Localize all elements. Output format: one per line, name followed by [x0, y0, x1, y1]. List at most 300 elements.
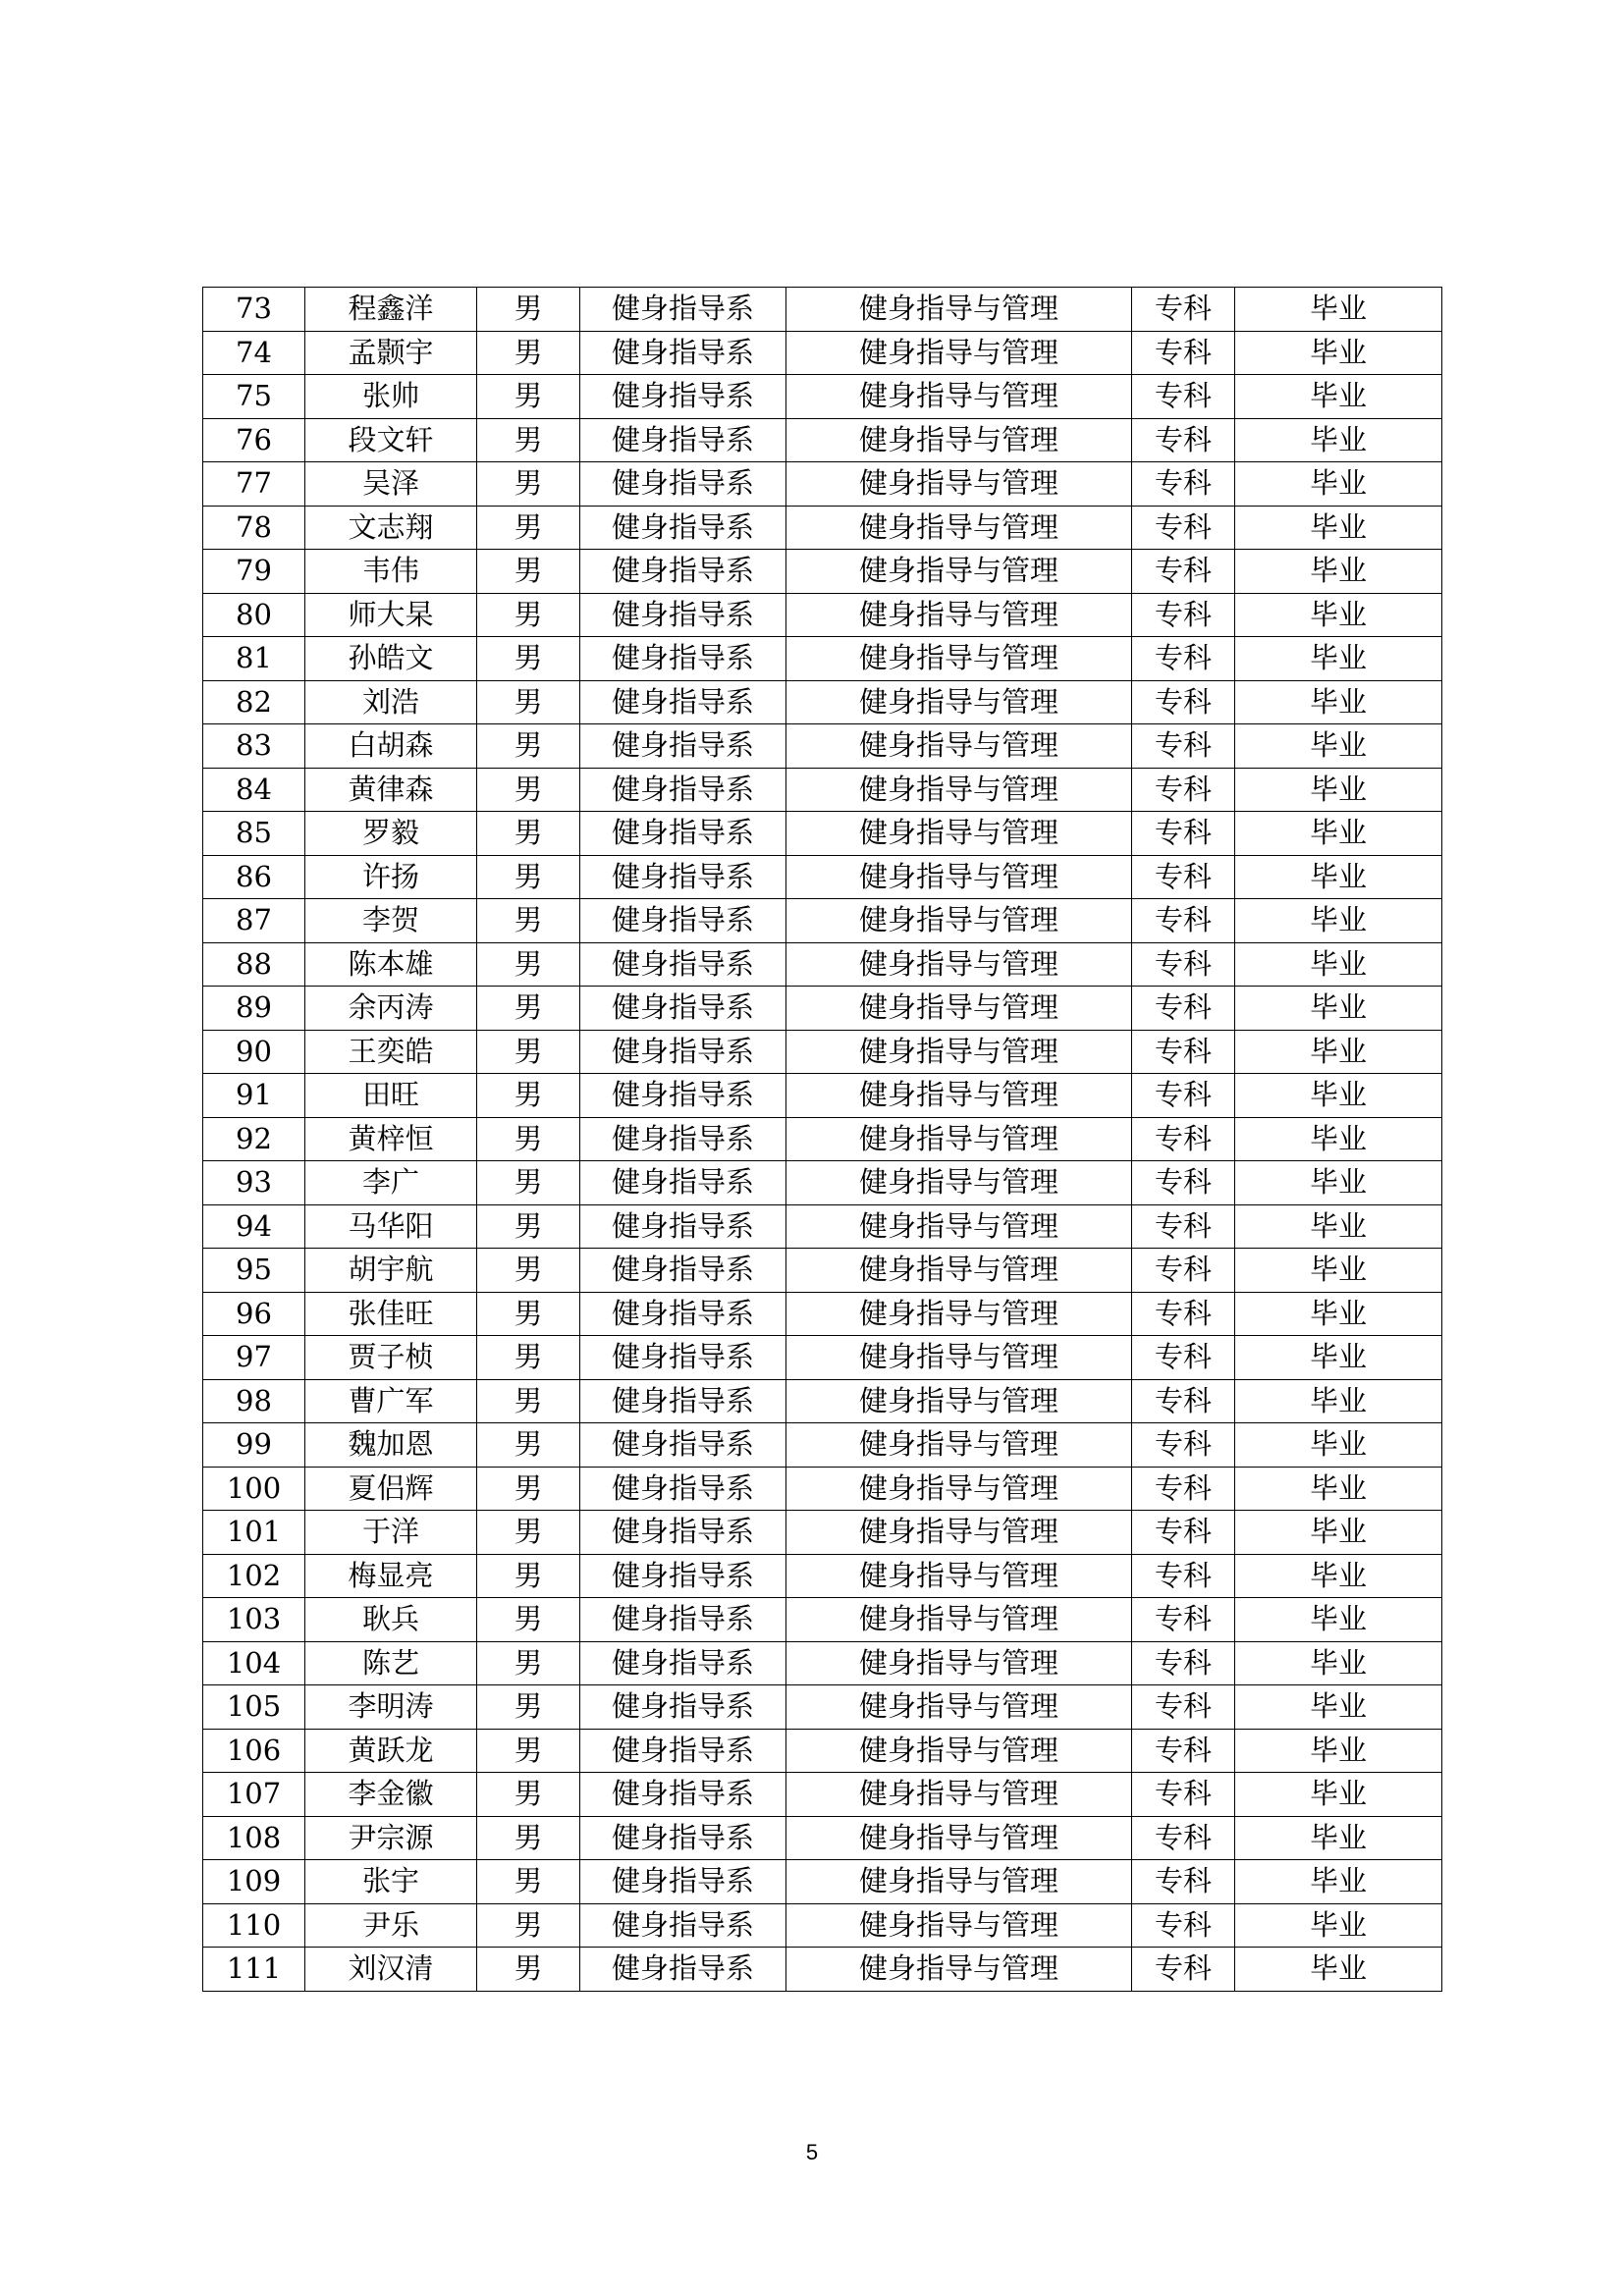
status-cell: 毕业: [1235, 1641, 1442, 1685]
index-cell: 100: [203, 1467, 305, 1511]
table-row: [203, 1948, 1442, 1992]
index-cell: 79: [203, 550, 305, 594]
table-row: [203, 375, 1442, 419]
table-row: [203, 1292, 1442, 1336]
index-cell: 102: [203, 1554, 305, 1598]
level-cell: 专科: [1132, 1860, 1235, 1904]
table-row: [203, 1685, 1442, 1730]
status-cell: 毕业: [1235, 550, 1442, 594]
name-cell: 刘浩: [305, 680, 477, 724]
major-cell: 健身指导与管理: [786, 1336, 1132, 1380]
name-cell: 贾子桢: [305, 1336, 477, 1380]
name-cell: 吴泽: [305, 462, 477, 507]
department-cell: 健身指导系: [580, 899, 786, 943]
department-cell: 健身指导系: [580, 1816, 786, 1860]
name-cell: 李明涛: [305, 1685, 477, 1730]
department-cell: 健身指导系: [580, 1467, 786, 1511]
department-cell: 健身指导系: [580, 1117, 786, 1161]
gender-cell: 男: [477, 637, 580, 681]
status-cell: 毕业: [1235, 1467, 1442, 1511]
department-cell: 健身指导系: [580, 1511, 786, 1555]
department-cell: 健身指导系: [580, 855, 786, 899]
status-cell: 毕业: [1235, 418, 1442, 462]
gender-cell: 男: [477, 1074, 580, 1118]
name-cell: 梅显亮: [305, 1554, 477, 1598]
index-cell: 96: [203, 1292, 305, 1336]
name-cell: 韦伟: [305, 550, 477, 594]
table-row: [203, 1903, 1442, 1948]
level-cell: 专科: [1132, 1641, 1235, 1685]
table-row: [203, 1074, 1442, 1118]
table-row: [203, 812, 1442, 856]
status-cell: 毕业: [1235, 288, 1442, 332]
department-cell: 健身指导系: [580, 1074, 786, 1118]
major-cell: 健身指导与管理: [786, 375, 1132, 419]
major-cell: 健身指导与管理: [786, 462, 1132, 507]
level-cell: 专科: [1132, 331, 1235, 375]
status-cell: 毕业: [1235, 987, 1442, 1031]
index-cell: 83: [203, 724, 305, 769]
gender-cell: 男: [477, 1948, 580, 1992]
department-cell: 健身指导系: [580, 375, 786, 419]
name-cell: 黄梓恒: [305, 1117, 477, 1161]
table-row: [203, 550, 1442, 594]
major-cell: 健身指导与管理: [786, 680, 1132, 724]
name-cell: 魏加恩: [305, 1423, 477, 1468]
index-cell: 81: [203, 637, 305, 681]
table-row: [203, 1729, 1442, 1773]
gender-cell: 男: [477, 288, 580, 332]
index-cell: 75: [203, 375, 305, 419]
table-row: [203, 1773, 1442, 1817]
status-cell: 毕业: [1235, 1292, 1442, 1336]
department-cell: 健身指导系: [580, 331, 786, 375]
index-cell: 73: [203, 288, 305, 332]
level-cell: 专科: [1132, 1292, 1235, 1336]
level-cell: 专科: [1132, 375, 1235, 419]
gender-cell: 男: [477, 550, 580, 594]
index-cell: 109: [203, 1860, 305, 1904]
gender-cell: 男: [477, 1903, 580, 1948]
name-cell: 王奕皓: [305, 1030, 477, 1074]
major-cell: 健身指导与管理: [786, 1423, 1132, 1468]
department-cell: 健身指导系: [580, 1292, 786, 1336]
name-cell: 罗毅: [305, 812, 477, 856]
index-cell: 92: [203, 1117, 305, 1161]
status-cell: 毕业: [1235, 855, 1442, 899]
department-cell: 健身指导系: [580, 1685, 786, 1730]
index-cell: 86: [203, 855, 305, 899]
gender-cell: 男: [477, 593, 580, 637]
major-cell: 健身指导与管理: [786, 593, 1132, 637]
level-cell: 专科: [1132, 418, 1235, 462]
index-cell: 74: [203, 331, 305, 375]
department-cell: 健身指导系: [580, 1641, 786, 1685]
gender-cell: 男: [477, 1816, 580, 1860]
level-cell: 专科: [1132, 1161, 1235, 1205]
level-cell: 专科: [1132, 1511, 1235, 1555]
level-cell: 专科: [1132, 637, 1235, 681]
level-cell: 专科: [1132, 855, 1235, 899]
level-cell: 专科: [1132, 1554, 1235, 1598]
major-cell: 健身指导与管理: [786, 1948, 1132, 1992]
roster-body: [203, 288, 1442, 1992]
name-cell: 文志翔: [305, 506, 477, 550]
index-cell: 85: [203, 812, 305, 856]
index-cell: 108: [203, 1816, 305, 1860]
status-cell: 毕业: [1235, 680, 1442, 724]
name-cell: 田旺: [305, 1074, 477, 1118]
major-cell: 健身指导与管理: [786, 768, 1132, 812]
gender-cell: 男: [477, 987, 580, 1031]
index-cell: 76: [203, 418, 305, 462]
level-cell: 专科: [1132, 724, 1235, 769]
table-row: [203, 855, 1442, 899]
table-row: [203, 1249, 1442, 1293]
name-cell: 师大杲: [305, 593, 477, 637]
index-cell: 105: [203, 1685, 305, 1730]
status-cell: 毕业: [1235, 1729, 1442, 1773]
name-cell: 李广: [305, 1161, 477, 1205]
department-cell: 健身指导系: [580, 637, 786, 681]
index-cell: 98: [203, 1379, 305, 1423]
table-row: [203, 1554, 1442, 1598]
level-cell: 专科: [1132, 1598, 1235, 1642]
name-cell: 黄律森: [305, 768, 477, 812]
major-cell: 健身指导与管理: [786, 1074, 1132, 1118]
department-cell: 健身指导系: [580, 1423, 786, 1468]
major-cell: 健身指导与管理: [786, 1292, 1132, 1336]
index-cell: 84: [203, 768, 305, 812]
table-row: [203, 288, 1442, 332]
index-cell: 89: [203, 987, 305, 1031]
index-cell: 77: [203, 462, 305, 507]
index-cell: 103: [203, 1598, 305, 1642]
gender-cell: 男: [477, 1641, 580, 1685]
major-cell: 健身指导与管理: [786, 1773, 1132, 1817]
name-cell: 白胡森: [305, 724, 477, 769]
name-cell: 于洋: [305, 1511, 477, 1555]
level-cell: 专科: [1132, 987, 1235, 1031]
status-cell: 毕业: [1235, 1816, 1442, 1860]
name-cell: 许扬: [305, 855, 477, 899]
name-cell: 尹宗源: [305, 1816, 477, 1860]
department-cell: 健身指导系: [580, 506, 786, 550]
gender-cell: 男: [477, 855, 580, 899]
name-cell: 程鑫洋: [305, 288, 477, 332]
gender-cell: 男: [477, 1336, 580, 1380]
level-cell: 专科: [1132, 812, 1235, 856]
level-cell: 专科: [1132, 550, 1235, 594]
department-cell: 健身指导系: [580, 1030, 786, 1074]
level-cell: 专科: [1132, 1729, 1235, 1773]
name-cell: 张佳旺: [305, 1292, 477, 1336]
gender-cell: 男: [477, 1423, 580, 1468]
index-cell: 87: [203, 899, 305, 943]
index-cell: 106: [203, 1729, 305, 1773]
level-cell: 专科: [1132, 1204, 1235, 1249]
major-cell: 健身指导与管理: [786, 1903, 1132, 1948]
major-cell: 健身指导与管理: [786, 724, 1132, 769]
gender-cell: 男: [477, 768, 580, 812]
index-cell: 97: [203, 1336, 305, 1380]
name-cell: 陈本雄: [305, 942, 477, 987]
status-cell: 毕业: [1235, 1598, 1442, 1642]
major-cell: 健身指导与管理: [786, 288, 1132, 332]
major-cell: 健身指导与管理: [786, 1379, 1132, 1423]
department-cell: 健身指导系: [580, 812, 786, 856]
name-cell: 张宇: [305, 1860, 477, 1904]
index-cell: 94: [203, 1204, 305, 1249]
gender-cell: 男: [477, 1292, 580, 1336]
major-cell: 健身指导与管理: [786, 1554, 1132, 1598]
level-cell: 专科: [1132, 1117, 1235, 1161]
name-cell: 胡宇航: [305, 1249, 477, 1293]
index-cell: 107: [203, 1773, 305, 1817]
major-cell: 健身指导与管理: [786, 1729, 1132, 1773]
major-cell: 健身指导与管理: [786, 1117, 1132, 1161]
major-cell: 健身指导与管理: [786, 1467, 1132, 1511]
major-cell: 健身指导与管理: [786, 1030, 1132, 1074]
index-cell: 91: [203, 1074, 305, 1118]
status-cell: 毕业: [1235, 1117, 1442, 1161]
major-cell: 健身指导与管理: [786, 506, 1132, 550]
level-cell: 专科: [1132, 1816, 1235, 1860]
department-cell: 健身指导系: [580, 1729, 786, 1773]
level-cell: 专科: [1132, 1336, 1235, 1380]
gender-cell: 男: [477, 1511, 580, 1555]
name-cell: 陈艺: [305, 1641, 477, 1685]
status-cell: 毕业: [1235, 1773, 1442, 1817]
table-row: [203, 942, 1442, 987]
level-cell: 专科: [1132, 1074, 1235, 1118]
major-cell: 健身指导与管理: [786, 1249, 1132, 1293]
name-cell: 余丙涛: [305, 987, 477, 1031]
table-row: [203, 1423, 1442, 1468]
name-cell: 张帅: [305, 375, 477, 419]
gender-cell: 男: [477, 462, 580, 507]
table-row: [203, 593, 1442, 637]
gender-cell: 男: [477, 1729, 580, 1773]
department-cell: 健身指导系: [580, 1554, 786, 1598]
gender-cell: 男: [477, 724, 580, 769]
department-cell: 健身指导系: [580, 724, 786, 769]
table-row: [203, 637, 1442, 681]
index-cell: 90: [203, 1030, 305, 1074]
department-cell: 健身指导系: [580, 1860, 786, 1904]
department-cell: 健身指导系: [580, 418, 786, 462]
index-cell: 93: [203, 1161, 305, 1205]
name-cell: 孙皓文: [305, 637, 477, 681]
gender-cell: 男: [477, 680, 580, 724]
table-row: [203, 506, 1442, 550]
table-row: [203, 724, 1442, 769]
level-cell: 专科: [1132, 942, 1235, 987]
table-row: [203, 1598, 1442, 1642]
department-cell: 健身指导系: [580, 987, 786, 1031]
department-cell: 健身指导系: [580, 1948, 786, 1992]
gender-cell: 男: [477, 1379, 580, 1423]
gender-cell: 男: [477, 899, 580, 943]
table-row: [203, 1379, 1442, 1423]
department-cell: 健身指导系: [580, 462, 786, 507]
name-cell: 刘汉清: [305, 1948, 477, 1992]
table-row: [203, 680, 1442, 724]
index-cell: 95: [203, 1249, 305, 1293]
student-roster-table: [202, 287, 1442, 1992]
index-cell: 88: [203, 942, 305, 987]
index-cell: 82: [203, 680, 305, 724]
gender-cell: 男: [477, 1685, 580, 1730]
level-cell: 专科: [1132, 899, 1235, 943]
status-cell: 毕业: [1235, 331, 1442, 375]
level-cell: 专科: [1132, 1948, 1235, 1992]
department-cell: 健身指导系: [580, 942, 786, 987]
table-row: [203, 1467, 1442, 1511]
major-cell: 健身指导与管理: [786, 1860, 1132, 1904]
table-row: [203, 1336, 1442, 1380]
level-cell: 专科: [1132, 506, 1235, 550]
major-cell: 健身指导与管理: [786, 1161, 1132, 1205]
index-cell: 78: [203, 506, 305, 550]
status-cell: 毕业: [1235, 1379, 1442, 1423]
gender-cell: 男: [477, 1030, 580, 1074]
level-cell: 专科: [1132, 1467, 1235, 1511]
status-cell: 毕业: [1235, 1860, 1442, 1904]
level-cell: 专科: [1132, 1379, 1235, 1423]
table-row: [203, 987, 1442, 1031]
department-cell: 健身指导系: [580, 768, 786, 812]
major-cell: 健身指导与管理: [786, 899, 1132, 943]
index-cell: 111: [203, 1948, 305, 1992]
department-cell: 健身指导系: [580, 1204, 786, 1249]
gender-cell: 男: [477, 1161, 580, 1205]
department-cell: 健身指导系: [580, 1903, 786, 1948]
table-row: [203, 1816, 1442, 1860]
status-cell: 毕业: [1235, 462, 1442, 507]
index-cell: 110: [203, 1903, 305, 1948]
table-row: [203, 1030, 1442, 1074]
table-row: [203, 462, 1442, 507]
level-cell: 专科: [1132, 1249, 1235, 1293]
status-cell: 毕业: [1235, 1204, 1442, 1249]
major-cell: 健身指导与管理: [786, 418, 1132, 462]
name-cell: 曹广军: [305, 1379, 477, 1423]
status-cell: 毕业: [1235, 942, 1442, 987]
status-cell: 毕业: [1235, 768, 1442, 812]
index-cell: 104: [203, 1641, 305, 1685]
index-cell: 101: [203, 1511, 305, 1555]
level-cell: 专科: [1132, 1773, 1235, 1817]
level-cell: 专科: [1132, 462, 1235, 507]
table-row: [203, 768, 1442, 812]
major-cell: 健身指导与管理: [786, 331, 1132, 375]
department-cell: 健身指导系: [580, 1773, 786, 1817]
gender-cell: 男: [477, 942, 580, 987]
gender-cell: 男: [477, 812, 580, 856]
table-row: [203, 1860, 1442, 1904]
status-cell: 毕业: [1235, 593, 1442, 637]
table-row: [203, 1641, 1442, 1685]
gender-cell: 男: [477, 1117, 580, 1161]
department-cell: 健身指导系: [580, 680, 786, 724]
major-cell: 健身指导与管理: [786, 855, 1132, 899]
department-cell: 健身指导系: [580, 1336, 786, 1380]
status-cell: 毕业: [1235, 1423, 1442, 1468]
table-row: [203, 899, 1442, 943]
page-number: 5: [805, 2140, 819, 2164]
gender-cell: 男: [477, 1249, 580, 1293]
gender-cell: 男: [477, 1204, 580, 1249]
status-cell: 毕业: [1235, 812, 1442, 856]
table-row: [203, 418, 1442, 462]
level-cell: 专科: [1132, 593, 1235, 637]
name-cell: 耿兵: [305, 1598, 477, 1642]
status-cell: 毕业: [1235, 1030, 1442, 1074]
gender-cell: 男: [477, 506, 580, 550]
major-cell: 健身指导与管理: [786, 637, 1132, 681]
status-cell: 毕业: [1235, 1903, 1442, 1948]
department-cell: 健身指导系: [580, 1249, 786, 1293]
status-cell: 毕业: [1235, 375, 1442, 419]
table-row: [203, 1117, 1442, 1161]
index-cell: 80: [203, 593, 305, 637]
major-cell: 健身指导与管理: [786, 1641, 1132, 1685]
major-cell: 健身指导与管理: [786, 812, 1132, 856]
status-cell: 毕业: [1235, 506, 1442, 550]
name-cell: 李贺: [305, 899, 477, 943]
gender-cell: 男: [477, 1554, 580, 1598]
gender-cell: 男: [477, 331, 580, 375]
gender-cell: 男: [477, 418, 580, 462]
gender-cell: 男: [477, 1773, 580, 1817]
status-cell: 毕业: [1235, 1511, 1442, 1555]
name-cell: 夏侣辉: [305, 1467, 477, 1511]
name-cell: 段文轩: [305, 418, 477, 462]
department-cell: 健身指导系: [580, 550, 786, 594]
gender-cell: 男: [477, 1860, 580, 1904]
major-cell: 健身指导与管理: [786, 1204, 1132, 1249]
major-cell: 健身指导与管理: [786, 942, 1132, 987]
status-cell: 毕业: [1235, 1554, 1442, 1598]
major-cell: 健身指导与管理: [786, 987, 1132, 1031]
status-cell: 毕业: [1235, 1249, 1442, 1293]
department-cell: 健身指导系: [580, 1161, 786, 1205]
level-cell: 专科: [1132, 1903, 1235, 1948]
level-cell: 专科: [1132, 288, 1235, 332]
table-row: [203, 1511, 1442, 1555]
name-cell: 马华阳: [305, 1204, 477, 1249]
name-cell: 李金徽: [305, 1773, 477, 1817]
status-cell: 毕业: [1235, 1336, 1442, 1380]
name-cell: 孟颢宇: [305, 331, 477, 375]
level-cell: 专科: [1132, 1030, 1235, 1074]
department-cell: 健身指导系: [580, 1598, 786, 1642]
status-cell: 毕业: [1235, 1685, 1442, 1730]
level-cell: 专科: [1132, 680, 1235, 724]
major-cell: 健身指导与管理: [786, 1816, 1132, 1860]
name-cell: 黄跃龙: [305, 1729, 477, 1773]
name-cell: 尹乐: [305, 1903, 477, 1948]
department-cell: 健身指导系: [580, 288, 786, 332]
major-cell: 健身指导与管理: [786, 1511, 1132, 1555]
level-cell: 专科: [1132, 1423, 1235, 1468]
department-cell: 健身指导系: [580, 1379, 786, 1423]
level-cell: 专科: [1132, 768, 1235, 812]
table-row: [203, 1204, 1442, 1249]
table-row: [203, 1161, 1442, 1205]
department-cell: 健身指导系: [580, 593, 786, 637]
